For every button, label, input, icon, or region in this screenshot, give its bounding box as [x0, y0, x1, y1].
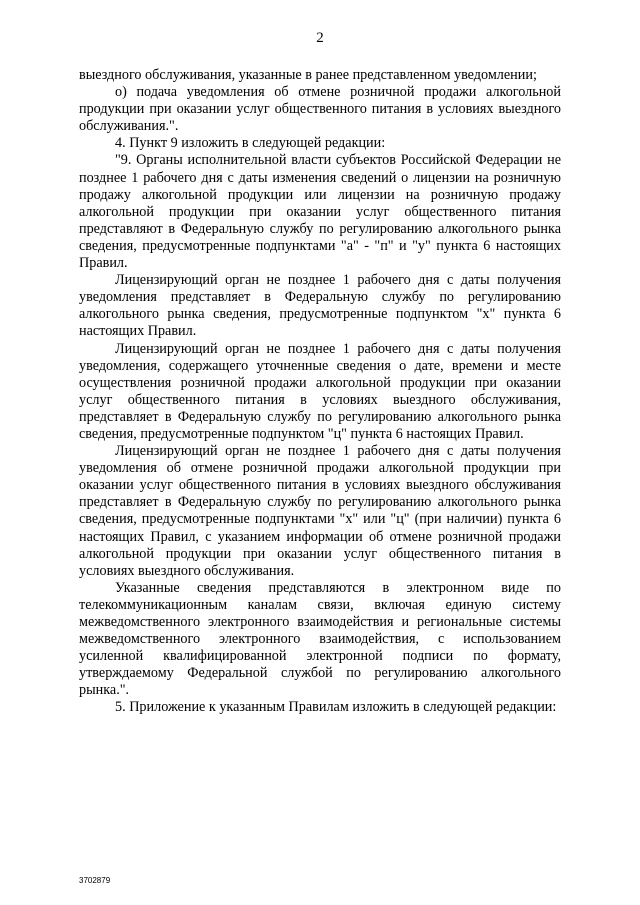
paragraph-6: Лицензирующий орган не позднее 1 рабочего дня с даты получения уведомления, содержащего уточненные сведения о дате, времени и месте осуществления розничной продажи алкогольной продукции при оказании услуг общественного питания в условиях выездного обслуживания, представляет в Федеральную службу по регулированию алкогольного рынка сведения, предусмотренные подпунктом "ц" пункта 6 настоящих Правил.: [79, 340, 561, 442]
document-code: 3702879: [79, 876, 111, 885]
paragraph-3: 4. Пункт 9 изложить в следующей редакции:: [115, 135, 386, 152]
paragraph-7: Лицензирующий орган не позднее 1 рабочего дня с даты получения уведомления об отмене розничной продажи алкогольной продукции при оказании услуг общественного питания в условиях выездного обслуживания представляет в Федеральную службу по регулированию алкогольного рынка сведения, предусмотренные подпунктами "х" или "ц" (при наличии) пункта 6 настоящих Правил, с указанием информации об отмене розничной продажи алкогольной продукции при оказании услуг общественного питания в условиях выездного обслуживания.: [79, 443, 561, 579]
page-number: 2: [316, 30, 324, 46]
paragraph-8: Указанные сведения представляются в электронном виде по телекоммуникационным каналам связи, включая единую систему межведомственного электронного взаимодействия и региональные системы межведомственного электронного взаимодействия, с использованием усиленной квалифицированной электронной подписи по формату, утверждаемому Федеральной службой по регулированию алкогольного рынка.".: [79, 579, 561, 699]
paragraph-9: 5. Приложение к указанным Правилам изложить в следующей редакции:: [115, 699, 557, 716]
paragraph-5: Лицензирующий орган не позднее 1 рабочего дня с даты получения уведомления представляет в Федеральную службу по регулированию алкогольного рынка сведения, предусмотренные подпунктом "х" пункта 6 настоящих Правил.: [79, 272, 561, 340]
paragraph-4: "9. Органы исполнительной власти субъектов Российской Федерации не позднее 1 рабочего дня с даты изменения сведений о лицензии на розничную продажу алкогольной продукции или лицензии на розничную продажу алкогольной продукции при оказании услуг общественного питания представляют в Федеральную службу по регулированию алкогольного рынка сведения, предусмотренные подпунктами "а" - "п" и "у" пункта 6 настоящих Правил.: [79, 152, 561, 272]
document-body: [79, 67, 561, 717]
paragraph-2: о) подача уведомления об отмене розничной продажи алкогольной продукции при оказании услуг общественного питания в условиях выездного обслуживания.".: [79, 84, 561, 135]
paragraph-1: выездного обслуживания, указанные в ранее представленном уведомлении;: [79, 67, 537, 83]
